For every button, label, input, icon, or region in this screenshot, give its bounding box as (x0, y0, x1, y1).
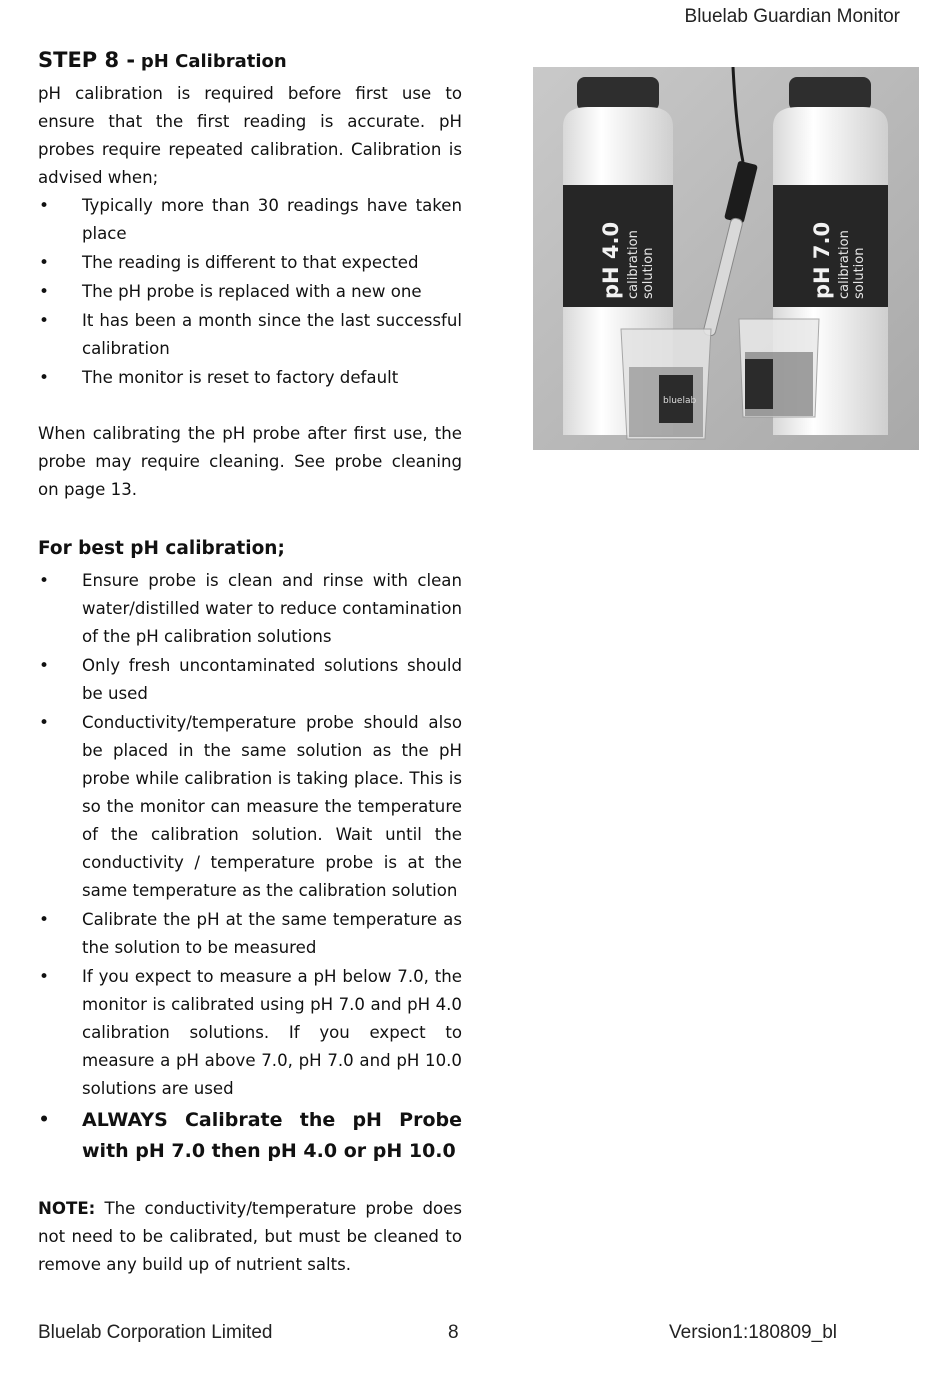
note-label: NOTE: (38, 1199, 96, 1218)
bullet-icon: • (38, 967, 50, 987)
list-item (38, 652, 462, 708)
right-bottle-ph-label: pH 7.0 (810, 221, 834, 299)
list-item-text: The monitor is reset to factory default (82, 368, 399, 387)
footer-company: Bluelab Corporation Limited (38, 1322, 273, 1343)
list-item-text: Ensure probe is clean and rinse with clean water/distilled water to reduce contamination of the pH calibration solutions (82, 571, 462, 646)
bullet-icon: • (38, 368, 50, 388)
note-text: The conductivity/temperature probe does not need to be calibrated, but must be cleaned to remove any build up of nutrient salts. (38, 1199, 462, 1274)
best-calibration-heading: For best pH calibration; (38, 538, 285, 559)
step-title: pH Calibration (140, 51, 287, 72)
bullet-icon: • (38, 282, 50, 302)
list-item-text: ALWAYS Calibrate the pH Probe with pH 7.0 then pH 4.0 or pH 10.0 (82, 1109, 462, 1162)
list-item (38, 963, 462, 1103)
cleaning-paragraph: When calibrating the pH probe after first use, the probe may require cleaning. See probe cleaning on page 13. (38, 424, 462, 499)
advised-list (38, 192, 462, 392)
running-header: Bluelab Guardian Monitor (684, 6, 900, 27)
list-item-text: Typically more than 30 readings have taken place (82, 196, 462, 243)
note-paragraph (38, 1195, 462, 1279)
list-item-text: The reading is different to that expected (82, 253, 419, 272)
bullet-icon: • (38, 196, 50, 216)
footer-page-number: 8 (448, 1322, 459, 1343)
cup-brand-label: bluelab (663, 396, 697, 406)
intro-paragraph: pH calibration is required before first use to ensure that the first reading is accurate. pH probes require repeated calibration. Calibration is advised when; (38, 84, 462, 187)
list-item-text: If you expect to measure a pH below 7.0, the monitor is calibrated using pH 7.0 and pH 4.0 calibration solutions. If you expect to measure a pH above 7.0, pH 7.0 and pH 10.0 solutions are used (82, 967, 462, 1098)
list-item (38, 192, 462, 248)
bullet-icon: • (38, 1110, 50, 1130)
calibration-photo (533, 67, 919, 450)
bullet-icon: • (38, 253, 50, 273)
best-calibration-list (38, 567, 462, 1167)
list-item (38, 567, 462, 651)
bullet-icon: • (38, 656, 50, 676)
list-item (38, 278, 462, 306)
list-item (38, 249, 462, 277)
footer-version: Version1:180809_bl (669, 1322, 837, 1343)
list-item-text: It has been a month since the last successful calibration (82, 311, 462, 358)
right-bottle-line2: solution (852, 247, 867, 299)
list-item-text: The pH probe is replaced with a new one (82, 282, 422, 301)
list-item (38, 906, 462, 962)
bullet-icon: • (38, 713, 50, 733)
list-item (38, 364, 462, 392)
left-bottle-ph-label: pH 4.0 (599, 221, 623, 299)
section-title (38, 44, 462, 78)
list-item (38, 307, 462, 363)
list-item-text: Conductivity/temperature probe should also be placed in the same solution as the pH probe while calibration is taking place. This is so the monitor can measure the temperature of the calibration solution. Wait until the conductivity / temperature probe is at the same temperature as the calibration solution (82, 713, 462, 900)
main-column (38, 44, 462, 1279)
bullet-icon: • (38, 571, 50, 591)
bullet-icon: • (38, 311, 50, 331)
step-label: STEP 8 - (38, 48, 136, 72)
left-bottle-line2: solution (641, 247, 656, 299)
list-item-always (38, 1105, 462, 1167)
bullet-icon: • (38, 910, 50, 930)
list-item-text: Calibrate the pH at the same temperature as the solution to be measured (82, 910, 462, 957)
left-bottle-line1: calibration (626, 230, 641, 299)
calibration-photo-illustration (533, 67, 919, 450)
list-item (38, 709, 462, 905)
list-item-text: Only fresh uncontaminated solutions should be used (82, 656, 462, 703)
right-bottle-line1: calibration (837, 230, 852, 299)
